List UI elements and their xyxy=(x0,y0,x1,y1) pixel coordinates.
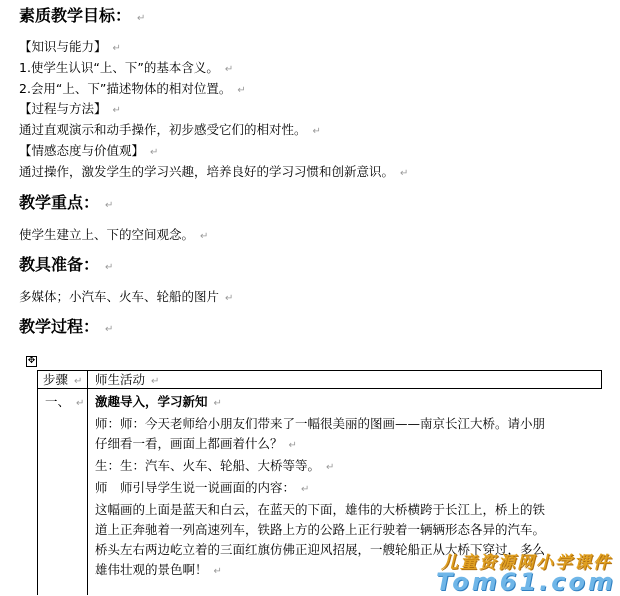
paragraph-mark: ↵ xyxy=(112,105,121,116)
paragraph-mark: ↵ xyxy=(151,376,160,387)
step-number: 一、 ↵ xyxy=(45,394,85,409)
paragraph-mark: ↵ xyxy=(137,13,146,24)
ability-item-2: 2.会用“上、下”描述物体的相对位置。 ↵ xyxy=(19,81,246,96)
paragraph-mark: ↵ xyxy=(213,566,222,577)
ability-label: 【知识与能力】 ↵ xyxy=(19,39,121,54)
table-move-handle[interactable]: ✥ xyxy=(27,356,36,366)
activity-line: 师：师：今天老师给小朋友们带来了一幅很美丽的图画——南京长江大桥。请小朋 xyxy=(95,416,546,431)
table-border-right xyxy=(601,370,602,388)
goals-heading: 素质教学目标： ↵ xyxy=(19,6,146,25)
activity-line: 桥头左右两边屹立着的三面红旗仿佛正迎风招展，一艘轮船正从大桥下穿过，多么 xyxy=(95,542,546,557)
paragraph-mark: ↵ xyxy=(112,43,121,54)
activity-title: 激趣导入，学习新知 ↵ xyxy=(95,394,222,409)
header-activity: 师生活动 ↵ xyxy=(95,372,160,387)
activity-line: 这幅画的上面是蓝天和白云，在蓝天的下面，雄伟的大桥横跨于长江上，桥上的铁 xyxy=(95,502,546,517)
ability-item-1: 1.使学生认识“上、下”的基本含义。 ↵ xyxy=(19,60,234,75)
process-heading: 教学过程： ↵ xyxy=(19,317,114,336)
paragraph-mark: ↵ xyxy=(200,231,209,242)
paragraph-mark: ↵ xyxy=(105,262,114,273)
watermark-top-text: 儿童资源网小学课件 xyxy=(441,553,612,573)
paragraph-mark: ↵ xyxy=(312,126,321,137)
paragraph-mark: ↵ xyxy=(237,85,246,96)
paragraph-mark: ↵ xyxy=(326,462,335,473)
paragraph-mark: ↵ xyxy=(400,168,409,179)
focus-heading: 教学重点： ↵ xyxy=(19,193,114,212)
tools-text: 多媒体；小汽车、火车、轮船的图片 ↵ xyxy=(19,289,234,304)
paragraph-mark: ↵ xyxy=(213,398,222,409)
activity-line: 道上正奔驰着一列高速列车，铁路上方的公路上正行驶着一辆辆形态各异的汽车。 xyxy=(95,522,546,537)
method-label: 【过程与方法】 ↵ xyxy=(19,101,121,116)
table-column-divider xyxy=(87,370,88,595)
paragraph-mark: ↵ xyxy=(76,398,85,409)
activity-line: 仔细看一看，画面上都画着什么？ ↵ xyxy=(95,436,297,451)
activity-line: 雄伟壮观的景色啊！ ↵ xyxy=(95,562,222,577)
table-border-left xyxy=(37,370,38,595)
paragraph-mark: ↵ xyxy=(225,293,234,304)
site-watermark xyxy=(415,548,620,595)
paragraph-mark: ↵ xyxy=(301,484,310,495)
watermark-bottom-text: Tom61.com xyxy=(435,568,616,596)
paragraph-mark: ↵ xyxy=(150,147,159,158)
activity-line: 生：生：汽车、火车、轮船、大桥等等。 ↵ xyxy=(95,458,335,473)
activity-line: 师 师引导学生说一说画面的内容： ↵ xyxy=(95,480,310,495)
paragraph-mark: ↵ xyxy=(105,324,114,335)
header-step: 步骤 ↵ xyxy=(43,372,83,387)
focus-text: 使学生建立上、下的空间观念。 ↵ xyxy=(19,227,209,242)
method-text: 通过直观演示和动手操作，初步感受它们的相对性。 ↵ xyxy=(19,122,321,137)
paragraph-mark: ↵ xyxy=(105,200,114,211)
tools-heading: 教具准备： ↵ xyxy=(19,255,114,274)
attitude-label: 【情感态度与价值观】 ↵ xyxy=(19,143,159,158)
table-border-top xyxy=(37,370,602,371)
attitude-text: 通过操作，激发学生的学习兴趣，培养良好的学习习惯和创新意识。 ↵ xyxy=(19,164,409,179)
paragraph-mark: ↵ xyxy=(224,64,234,75)
paragraph-mark: ↵ xyxy=(288,440,297,451)
paragraph-mark: ↵ xyxy=(74,376,83,387)
